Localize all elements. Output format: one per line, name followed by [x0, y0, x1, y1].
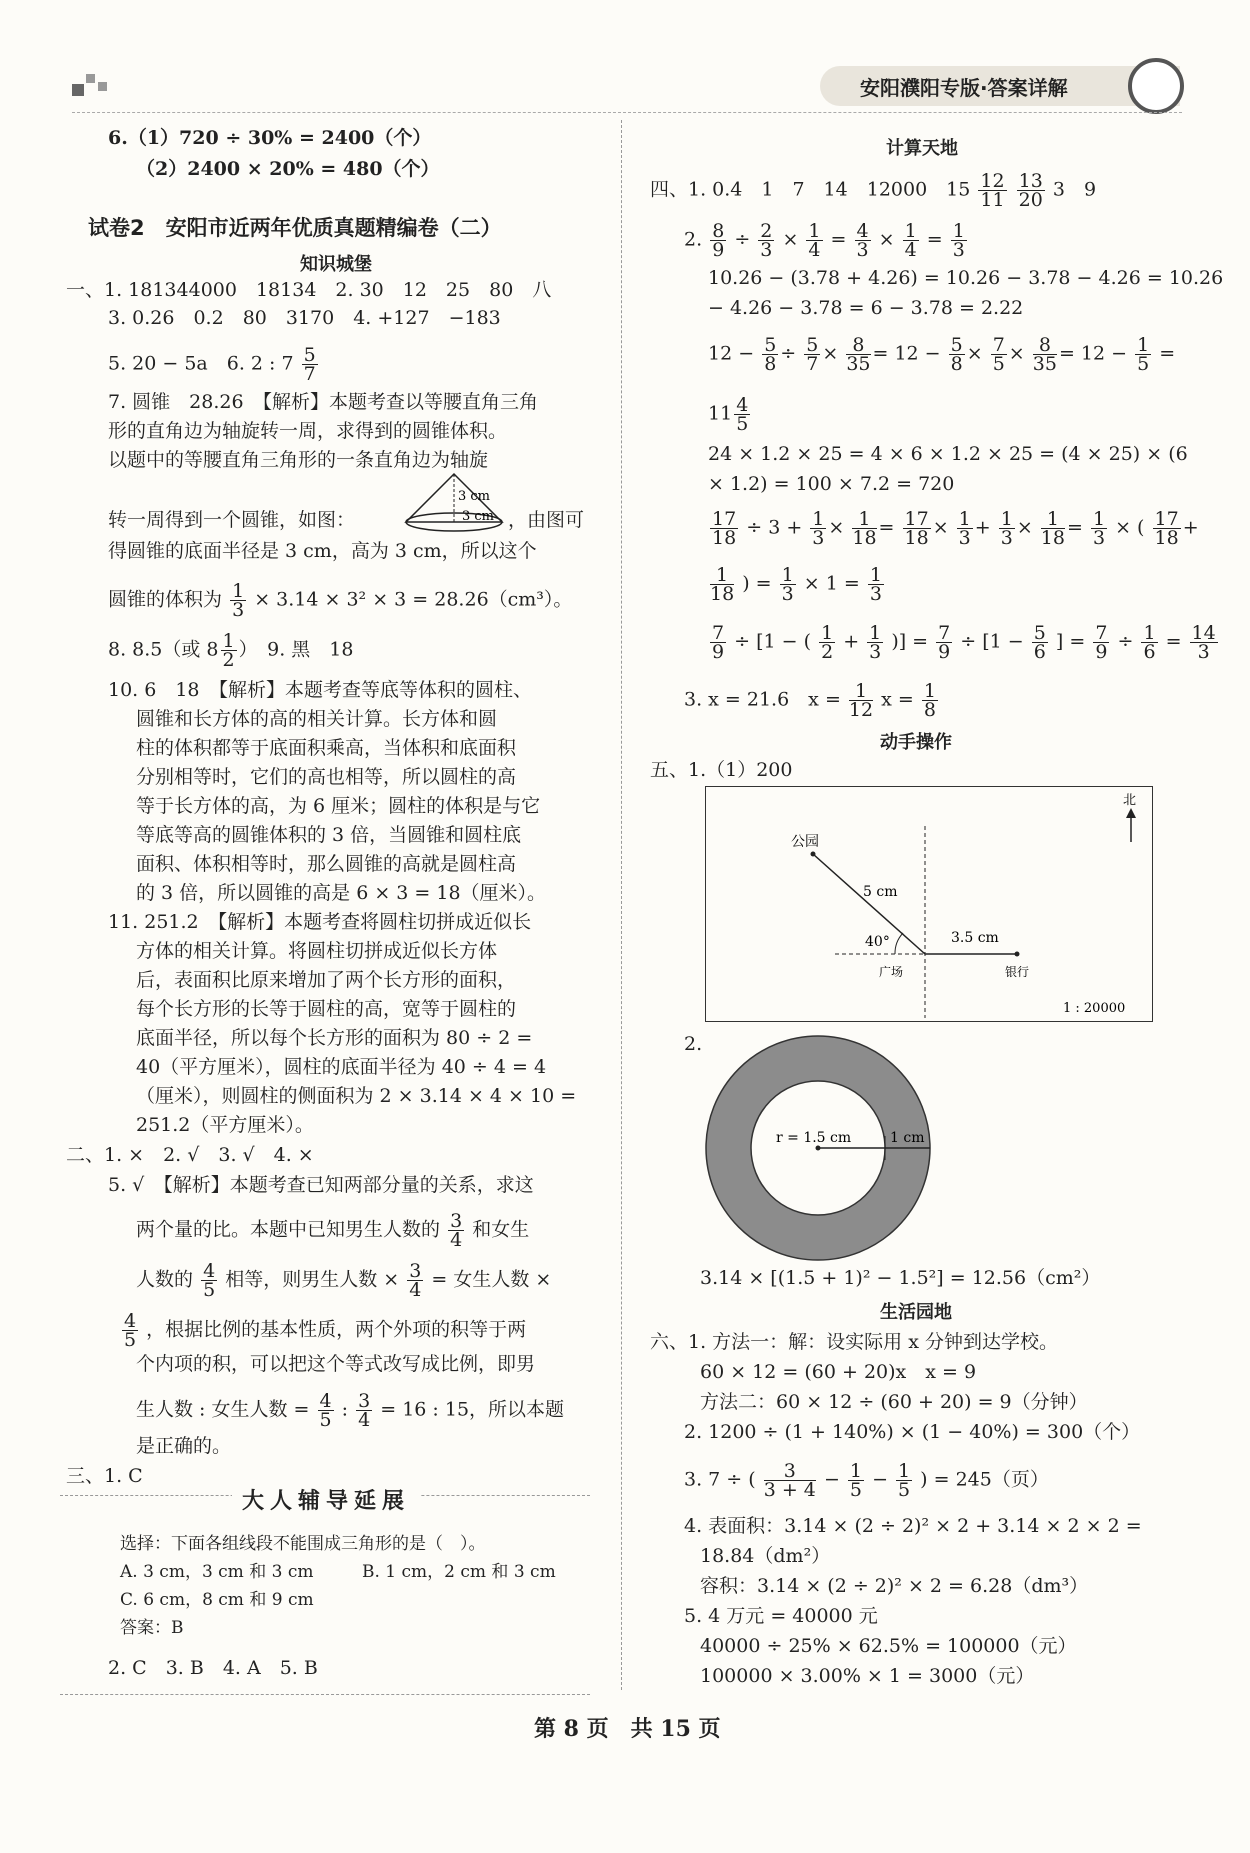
fraction: $\frac{4}{5}$: [124, 1310, 137, 1351]
top-rule: [72, 112, 1182, 113]
brand-seal-icon: [1128, 58, 1184, 114]
distance-label: 5 cm: [863, 884, 898, 900]
answer-line: 11. 251.2 【解析】本题考查将圆柱切拼成近似长: [108, 911, 532, 933]
answer-line: 转一周得到一个圆锥，如图：: [108, 509, 356, 531]
answer-line: 圆锥的体积为 $\frac{1}{3}$ × 3.14 × 3² × 3 = 28.26（cm³）。: [108, 580, 573, 621]
fraction: $\frac{1}{2}$: [222, 630, 235, 671]
answer-line: 四、1. 0.4 1 7 14 12000 15 $\frac{12}{11}$ $\frac{13}{20}$ 3 9: [650, 170, 1097, 211]
extension-question: 选择：下面各组线段不能围成三角形的是（ ）。: [120, 1534, 486, 1554]
square-label: 广场: [879, 965, 904, 979]
answer-line: 形的直角边为轴旋转一周，求得到的圆锥体积。: [108, 420, 508, 442]
cone-diagram: [402, 470, 506, 534]
answer-line: 10. 6 18 【解析】本题考查等底等体积的圆柱、: [108, 679, 533, 701]
section-heading: 计算天地: [886, 138, 958, 159]
answer-line: 3. 0.26 0.2 80 3170 4. +127 −183: [108, 307, 501, 329]
answer-line: 40000 ÷ 25% × 62.5% = 100000（元）: [700, 1635, 1077, 1657]
page-number: 第 8 页 共 15 页: [534, 1716, 721, 1742]
answer-line: 个内项的积，可以把这个等式改写成比例，即男: [136, 1353, 536, 1375]
answer-line: − 4.26 − 3.78 = 6 − 3.78 = 2.22: [708, 297, 1024, 319]
answer-line: 生人数 : 女生人数 = $\frac{4}{5}$ : $\frac{3}{4}$ = 16 : 15，所以本题: [136, 1390, 565, 1431]
answer-line: 3. x = 21.6 x = $\frac{1}{12}$ x = $\frac{1}{8}$: [684, 680, 936, 721]
bank-label: 银行: [1005, 965, 1030, 979]
answer-line: 11 $\frac{4}{5}$: [708, 394, 749, 435]
paper-title: 试卷2 安阳市近两年优质真题精编卷（二）: [88, 216, 502, 240]
distance-label: 3.5 cm: [951, 930, 999, 946]
answer-line: 40（平方厘米），圆柱的底面半径为 40 ÷ 4 = 4: [136, 1056, 547, 1078]
fraction: $\frac{1}{3}$: [232, 580, 245, 621]
answer-line: 3. 7 ÷ ( $\frac{3}{3 + 4}$ − $\frac{1}{5}$ − $\frac{1}{5}$ ) = 245（页）: [684, 1460, 1049, 1501]
answer-line: 6.（1）720 ÷ 30% = 2400（个）: [108, 127, 432, 149]
cone-height-label: 3 cm: [458, 489, 491, 504]
answer-line: 5. √ 【解析】本题考查已知两部分量的关系，求这: [108, 1174, 534, 1196]
answer-line: 8. 8.5（或 8 $\frac{1}{2}$ ） 9. 黑 18: [108, 630, 354, 671]
answer-line: × 1.2) = 100 × 7.2 = 720: [708, 473, 955, 495]
fraction: $\frac{3}{4}$: [409, 1260, 422, 1301]
section-heading: 动手操作: [880, 732, 952, 753]
fraction: $\frac{12}{11}$: [980, 170, 1005, 211]
answer-line: 人数的 $\frac{4}{5}$ 相等，则男生人数 × $\frac{3}{4}$ = 女生人数 ×: [136, 1260, 552, 1301]
answer-line: 100000 × 3.00% × 1 = 3000（元）: [700, 1665, 1035, 1687]
answer-line: 底面半径，所以每个长方形的面积为 80 ÷ 2 =: [136, 1027, 533, 1049]
answer-line: 六、1. 方法一：解：设实际用 x 分钟到达学校。: [650, 1331, 1058, 1353]
answer-line: 五、1.（1）200: [650, 759, 793, 781]
answer-line: 3.14 × [(1.5 + 1)² − 1.5²] = 12.56（cm²）: [700, 1267, 1101, 1289]
fraction: $\frac{13}{20}$: [1018, 170, 1043, 211]
answer-line: 是正确的。: [136, 1435, 232, 1457]
answer-line: 4. 表面积：3.14 × (2 ÷ 2)² × 2 + 3.14 × 2 × 2 =: [684, 1515, 1142, 1537]
answer-line: 2. 1200 ÷ (1 + 140%) × (1 − 40%) = 300（个）: [684, 1421, 1141, 1443]
extension-answer: 答案：B: [120, 1618, 184, 1638]
answer-line: 7. 圆锥 28.26 【解析】本题考查以等腰直角三角: [108, 391, 539, 413]
answer-line: 60 × 12 = (60 + 20)x x = 9: [700, 1361, 977, 1383]
answer-line: $\frac{4}{5}$ ，根据比例的基本性质，两个外项的积等于两: [124, 1310, 527, 1351]
section-heading: 生活园地: [880, 1302, 952, 1323]
answer-line: 的 3 倍，所以圆锥的高是 6 × 3 = 18（厘米）。: [136, 882, 547, 904]
answer-line: 得圆锥的底面半径是 3 cm，高为 3 cm，所以这个: [108, 540, 537, 562]
header-square-icon: [86, 74, 95, 83]
answer-line: 2. $\frac{8}{9}$ ÷ $\frac{2}{3}$ × $\frac{1}{4}$ = $\frac{4}{3}$ × $\frac{1}{4}$ = $\frac{1}{3}$: [684, 220, 965, 261]
answer-line: ，由图可: [508, 509, 585, 531]
fraction: $\frac{3}{4}$: [450, 1210, 463, 1251]
answer-line: 5. 20 − 5a 6. 2 : 7 $\frac{5}{7}$: [108, 344, 316, 385]
answer-line: 容积：3.14 × (2 ÷ 2)² × 2 = 6.28（dm³）: [700, 1575, 1089, 1597]
answer-line: 分别相等时，它们的高也相等，所以圆柱的高: [136, 766, 517, 788]
fraction: $\frac{3}{4}$: [358, 1390, 371, 1431]
fraction: $\frac{4}{5}$: [319, 1390, 332, 1431]
answer-line: 面积、体积相等时，那么圆锥的高就是圆柱高: [136, 853, 517, 875]
header-square-icon: [72, 84, 84, 96]
answer-line: 18.84（dm²）: [700, 1545, 831, 1567]
width-label: 1 cm: [890, 1130, 925, 1146]
park-label: 公园: [791, 834, 819, 850]
extension-option: A. 3 cm，3 cm 和 3 cm: [120, 1562, 314, 1582]
answer-line: 方法二：60 × 12 ÷ (60 + 20) = 9（分钟）: [700, 1391, 1088, 1413]
answer-line: 12 − $\frac{5}{8}$ ÷ $\frac{5}{7}$ × $\frac{8}{35}$ = 12 − $\frac{5}{8}$ × $\frac{7}{5}$ × $\frac{8}{35}$ = 12 − $\frac{1}{5}$ =: [708, 334, 1176, 375]
map-drawing: [705, 786, 1153, 1022]
ring-diagram: [700, 1030, 936, 1266]
answer-line: 以题中的等腰直角三角形的一条直角边为轴旋: [108, 449, 489, 471]
answer-line: $\frac{1}{18}$ ) = $\frac{1}{3}$ × 1 = $\frac{1}{3}$: [710, 564, 882, 605]
fraction: $\frac{4}{5}$: [203, 1260, 216, 1301]
answer-line: 5. 4 万元 = 40000 元: [684, 1605, 878, 1627]
header-title: 安阳濮阳专版·答案详解: [860, 76, 1068, 100]
north-label: 北: [1123, 793, 1137, 808]
answer-line: （厘米），则圆柱的侧面积为 2 × 3.14 × 4 × 10 =: [136, 1085, 577, 1107]
answer-line: 10.26 − (3.78 + 4.26) = 10.26 − 3.78 − 4.26 = 10.26: [708, 267, 1224, 289]
column-divider: [621, 120, 622, 1690]
extension-title: 大人辅导延展: [232, 1484, 420, 1515]
answer-line: 后，表面积比原来增加了两个长方形的面积，: [136, 969, 517, 991]
answer-line: 一、1. 181344000 18134 2. 30 12 25 80 八: [66, 279, 552, 301]
section-heading: 知识城堡: [300, 254, 372, 275]
header-square-icon: [98, 82, 107, 91]
extension-option: B. 1 cm，2 cm 和 3 cm: [362, 1562, 556, 1582]
answer-line: 等底等高的圆锥体积的 3 倍，当圆锥和圆柱底: [136, 824, 522, 846]
answer-line: 等于长方体的高，为 6 厘米；圆柱的体积是与它: [136, 795, 541, 817]
scale-label: 1 : 20000: [1063, 1001, 1126, 1016]
answer-line: $\frac{17}{18}$ ÷ 3 + $\frac{1}{3}$ × $\frac{1}{18}$ = $\frac{17}{18}$ × $\frac{1}{3}$ + $\frac{1}{3}$ × $\frac{1}{18}$ = $\frac{1}{3}$ × ( $\frac{17}{18}$ +: [712, 508, 1199, 549]
answer-line: 三、1. C: [66, 1465, 143, 1487]
answer-line: 圆锥和长方体的高的相关计算。长方体和圆: [136, 708, 498, 730]
extension-option: C. 6 cm，8 cm 和 9 cm: [120, 1590, 314, 1610]
answer-line: 方体的相关计算。将圆柱切拼成近似长方体: [136, 940, 498, 962]
answer-line: 2.: [684, 1033, 703, 1055]
answer-line: 每个长方形的长等于圆柱的高，宽等于圆柱的: [136, 998, 517, 1020]
answer-line: 柱的体积都等于底面积乘高，当体积和底面积: [136, 737, 517, 759]
answer-line: 二、1. × 2. √ 3. √ 4. ×: [66, 1144, 314, 1166]
answer-line: （2）2400 × 20% = 480（个）: [136, 158, 440, 180]
cone-radius-label: 3 cm: [462, 509, 495, 524]
radius-label: r = 1.5 cm: [776, 1130, 852, 1146]
answer-line: 24 × 1.2 × 25 = 4 × 6 × 1.2 × 25 = (4 × 25) × (6: [708, 443, 1188, 465]
angle-label: 40°: [865, 934, 890, 950]
answer-line: 251.2（平方厘米）。: [136, 1114, 314, 1136]
fraction: $\frac{5}{7}$: [303, 344, 316, 385]
answer-line: 两个量的比。本题中已知男生人数的 $\frac{3}{4}$ 和女生: [136, 1210, 530, 1251]
answer-line: $\frac{7}{9}$ ÷ [1 − ( $\frac{1}{2}$ + $\frac{1}{3}$ )] = $\frac{7}{9}$ ÷ [1 − $\frac{5}{6}$ ] = $\frac{7}{9}$ ÷ $\frac{1}{6}$ = $\frac{14}{3}$: [712, 622, 1216, 663]
answer-line: 2. C 3. B 4. A 5. B: [108, 1657, 318, 1679]
